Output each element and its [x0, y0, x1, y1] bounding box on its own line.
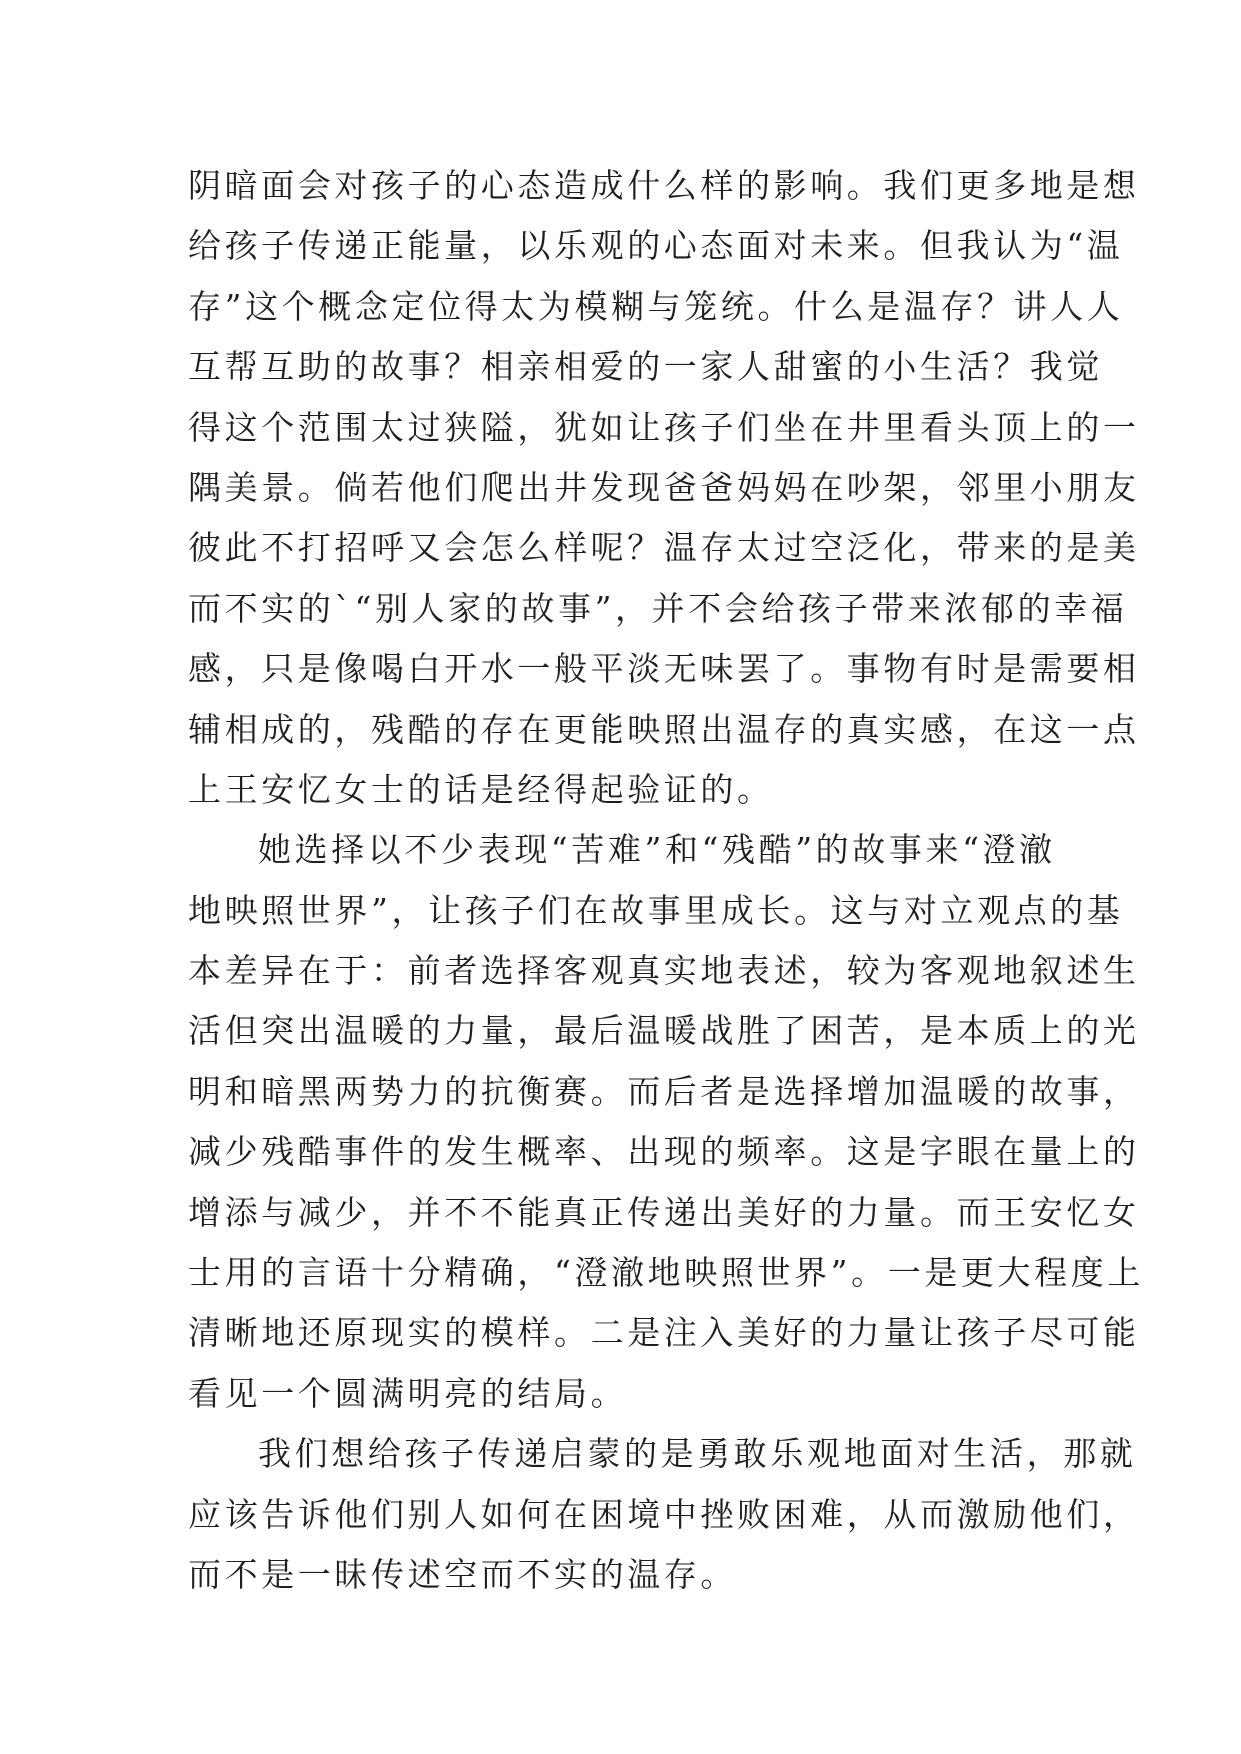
text-line: 阴暗面会对孩子的心态造成什么样的影响。我们更多地是想 — [188, 166, 1140, 205]
text-line: 应该告诉他们别人如何在困境中挫败困难，从而激励他们， — [188, 1494, 1140, 1534]
text-line: 感，只是像喝白开水一般平淡无味罢了。事物有时是需要相 — [188, 649, 1140, 689]
paragraph-start-line: 她选择以不少表现“苦难”和“残酷”的故事来“澄澈 — [258, 830, 1056, 870]
text-line: 上王安忆女士的话是经得起验证的。 — [188, 769, 774, 809]
text-line: 互帮互助的故事？相亲相爱的一家人甜蜜的小生活？我觉 — [188, 347, 1103, 387]
text-line: 而不实的`“别人家的故事”，并不会给孩子带来浓郁的幸福 — [188, 588, 1128, 628]
text-line: 增添与减少，并不不能真正传递出美好的力量。而王安忆女 — [188, 1192, 1140, 1232]
text-line: 给孩子传递正能量，以乐观的心态面对未来。但我认为“温 — [188, 226, 1124, 266]
paragraph-start-line: 我们想给孩子传递启蒙的是勇敢乐观地面对生活，那就 — [258, 1434, 1137, 1474]
text-line: 辅相成的，残酷的存在更能映照出温存的真实感，在这一点 — [188, 709, 1140, 749]
text-line: 活但突出温暖的力量，最后温暖战胜了困苦，是本质上的光 — [188, 1011, 1140, 1051]
text-line: 减少残酷事件的发生概率、出现的频率。这是字眼在量上的 — [188, 1132, 1140, 1172]
text-line: 本差异在于：前者选择客观真实地表述，较为客观地叙述生 — [188, 951, 1140, 991]
text-line: 而不是一昧传述空而不实的温存。 — [188, 1554, 737, 1594]
text-line: 得这个范围太过狭隘，犹如让孩子们坐在井里看头顶上的一 — [188, 407, 1140, 447]
text-line: 看见一个圆满明亮的结局。 — [188, 1373, 628, 1413]
text-line: 彼此不打招呼又会怎么样呢？温存太过空泛化，带来的是美 — [188, 528, 1140, 568]
text-line: 存”这个概念定位得太为模糊与笼统。什么是温存？讲人人 — [188, 286, 1124, 326]
text-line: 清晰地还原现实的模样。二是注入美好的力量让孩子尽可能 — [188, 1313, 1140, 1353]
text-line: 隅美景。倘若他们爬出井发现爸爸妈妈在吵架，邻里小朋友 — [188, 467, 1140, 507]
text-line: 明和暗黑两势力的抗衡赛。而后者是选择增加温暖的故事， — [188, 1071, 1140, 1111]
text-line: 士用的言语十分精确，“澄澈地映照世界”。一是更大程度上 — [188, 1253, 1144, 1293]
text-line: 地映照世界”，让孩子们在故事里成长。这与对立观点的基 — [188, 890, 1124, 930]
document-body — [188, 156, 1144, 1605]
